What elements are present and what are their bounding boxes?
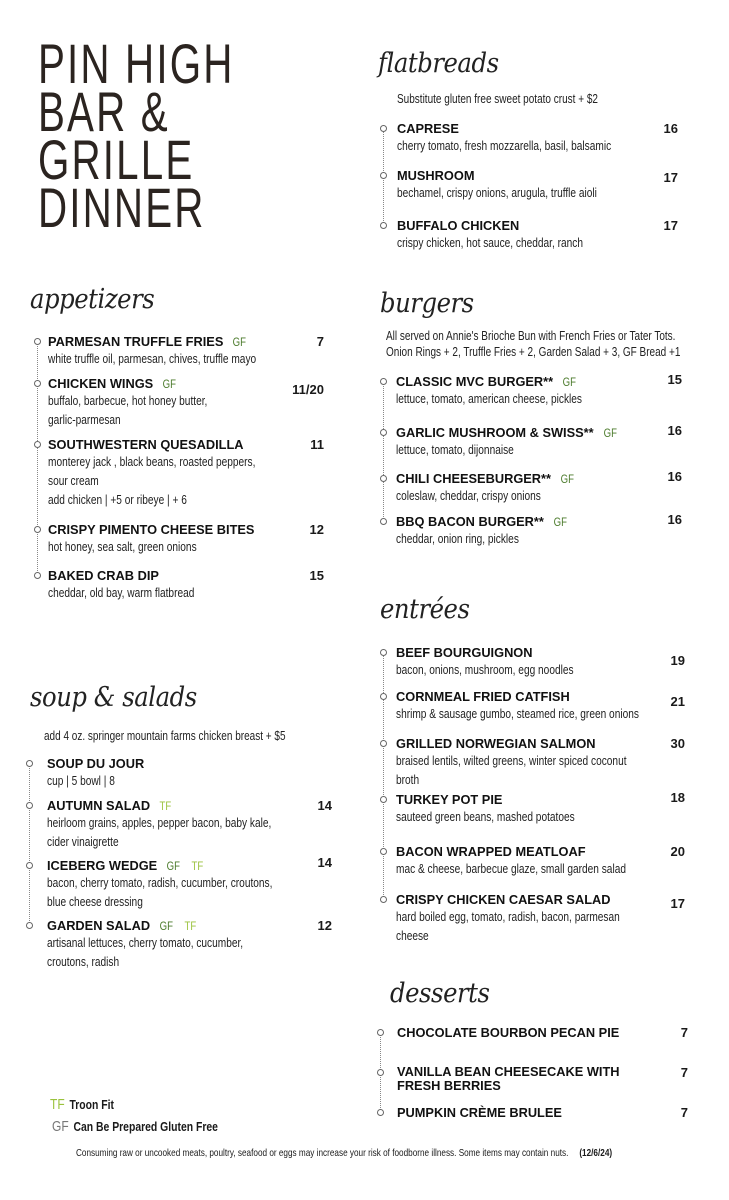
item-price: 18	[670, 790, 685, 805]
bullet-dot-icon	[380, 896, 387, 903]
item-name: CHOCOLATE BOURBON PECAN PIE	[397, 1025, 620, 1040]
menu-item	[47, 756, 144, 790]
bullet-dot-icon	[380, 740, 387, 747]
item-price: 16	[663, 121, 678, 136]
item-price: 7	[680, 1065, 688, 1080]
item-name: CORNMEAL FRIED CATFISH	[396, 689, 570, 704]
menu-item	[396, 425, 618, 459]
legend-label: Can Be Prepared Gluten Free	[73, 1119, 218, 1134]
item-description: hard boiled egg, tomato, radish, bacon, parmesan	[396, 909, 620, 924]
item-name: CLASSIC MVC BURGER** GF	[396, 374, 577, 389]
tf-icon: TF	[50, 1096, 65, 1113]
menu-item	[396, 374, 634, 408]
item-description: braised lentils, wilted greens, winter spiced coconut	[396, 753, 627, 768]
menu-item	[48, 568, 236, 602]
menu-item	[396, 471, 582, 505]
item-description: cider vinaigrette	[47, 834, 119, 849]
bullet-dot-icon	[34, 526, 41, 533]
item-price: 12	[317, 918, 332, 933]
item-price: 17	[670, 896, 685, 911]
item-description: bechamel, crispy onions, arugula, truffle aioli	[397, 185, 597, 200]
item-description: crispy chicken, hot sauce, cheddar, ranch	[397, 235, 584, 250]
item-name: CAPRESE	[397, 121, 459, 136]
item-description: croutons, radish	[47, 954, 120, 969]
bullet-dot-icon	[26, 802, 33, 809]
item-price: 14	[317, 855, 332, 870]
bullet-dot-icon	[26, 922, 33, 929]
menu-item	[397, 168, 653, 202]
item-price: 7	[680, 1025, 688, 1040]
item-description: bacon, cherry tomato, radish, cucumber, croutons,	[47, 875, 273, 890]
item-name: TURKEY POT PIE	[396, 792, 503, 807]
item-description: garlic-parmesan	[48, 412, 121, 427]
bullet-dot-icon	[377, 1069, 384, 1076]
item-name: ICEBERG WEDGE GF TF	[47, 858, 204, 873]
bullet-dot-icon	[34, 338, 41, 345]
item-description: heirloom grains, apples, pepper bacon, baby kale,	[47, 815, 272, 830]
title-line: PIN HIGH	[38, 32, 235, 95]
item-price: 16	[667, 469, 682, 484]
burgers-heading: burgers	[380, 288, 474, 319]
bullet-dot-icon	[380, 172, 387, 179]
bullet-dot-icon	[380, 475, 387, 482]
menu-item	[48, 522, 254, 556]
bullet-dot-icon	[34, 380, 41, 387]
item-description: monterey jack , black beans, roasted peppers,	[48, 454, 256, 469]
item-description: add chicken | +5 or ribeye | + 6	[48, 492, 187, 507]
soups-note: add 4 oz. springer mountain farms chicken breast + $5	[44, 729, 286, 743]
item-name: GRILLED NORWEGIAN SALMON	[396, 736, 596, 751]
bullet-dot-icon	[380, 649, 387, 656]
burgers-note-line: Onion Rings + 2, Truffle Fries + 2, Garden Salad + 3, GF Bread +1	[386, 345, 681, 359]
gf-badge: GF	[562, 375, 577, 389]
item-price: 7	[316, 334, 324, 349]
gf-badge: GF	[553, 515, 567, 529]
bullet-dot-icon	[380, 378, 387, 385]
item-description: blue cheese dressing	[47, 894, 143, 909]
item-name: PARMESAN TRUFFLE FRIES GF	[48, 334, 247, 349]
menu-date: (12/6/24)	[579, 1147, 613, 1159]
gf-icon: GF	[52, 1118, 69, 1135]
menu-title	[38, 32, 235, 239]
tf-badge: TF	[191, 859, 204, 873]
item-price: 15	[309, 568, 324, 583]
item-name: BUFFALO CHICKEN	[397, 218, 520, 233]
item-name: VANILLA BEAN CHEESECAKE WITH FRESH BERRIES	[397, 1064, 620, 1093]
item-price: 15	[667, 372, 682, 387]
item-description: white truffle oil, parmesan, chives, truffle mayo	[48, 351, 257, 366]
item-description: cheddar, old bay, warm flatbread	[48, 585, 195, 600]
menu-item	[48, 376, 252, 429]
item-description: broth	[396, 772, 420, 787]
menu-item	[396, 792, 625, 826]
timeline-rail	[383, 381, 384, 521]
title-line: DINNER	[38, 176, 206, 239]
item-description: buffalo, barbecue, hot honey butter,	[48, 393, 208, 408]
item-description: cup | 5 bowl | 8	[47, 773, 115, 788]
gf-badge: GF	[233, 335, 247, 349]
flatbreads-note: Substitute gluten free sweet potato crust + $2	[397, 92, 598, 106]
bullet-dot-icon	[377, 1109, 384, 1116]
item-description: artisanal lettuces, cherry tomato, cucumber,	[47, 935, 244, 950]
item-name: CRISPY PIMENTO CHEESE BITES	[48, 522, 255, 537]
gf-badge: GF	[166, 859, 181, 873]
item-price: 17	[663, 218, 678, 233]
bullet-dot-icon	[380, 222, 387, 229]
menu-item	[396, 645, 624, 679]
item-description: lettuce, tomato, dijonnaise	[396, 442, 514, 457]
item-price: 11	[310, 437, 324, 452]
disclaimer-text: Consuming raw or uncooked meats, poultry, seafood or eggs may increase your risk of foodborne illness. Some items may contain nuts.	[76, 1147, 569, 1159]
item-price: 30	[670, 736, 685, 751]
item-price: 16	[667, 512, 682, 527]
item-description: cheese	[396, 928, 429, 943]
item-description: lettuce, tomato, american cheese, pickles	[396, 391, 582, 406]
item-name: CRISPY CHICKEN CAESAR SALAD	[396, 892, 611, 907]
bullet-dot-icon	[380, 796, 387, 803]
menu-item	[47, 918, 298, 971]
item-name: SOUP DU JOUR	[47, 756, 145, 771]
tf-badge: TF	[184, 919, 196, 933]
bullet-dot-icon	[380, 429, 387, 436]
item-description: hot honey, sea salt, green onions	[48, 539, 197, 554]
legend-gluten-free	[52, 1118, 218, 1135]
title-line: GRILLE	[38, 128, 195, 191]
item-price: 19	[670, 653, 685, 668]
item-description: sauteed green beans, mashed potatoes	[396, 809, 575, 824]
timeline-rail	[29, 763, 30, 925]
item-description: bacon, onions, mushroom, egg noodles	[396, 662, 574, 677]
title-line: BAR &	[38, 80, 170, 143]
menu-item	[397, 1105, 562, 1120]
menu-item	[396, 514, 569, 548]
bullet-dot-icon	[377, 1029, 384, 1036]
bullet-dot-icon	[26, 862, 33, 869]
item-name: BEEF BOURGUIGNON	[396, 645, 533, 660]
menu-item	[397, 218, 635, 252]
item-price: 16	[667, 423, 682, 438]
item-price: 12	[309, 522, 324, 537]
footer-disclaimer	[76, 1147, 612, 1159]
item-name: GARLIC MUSHROOM & SWISS** GF	[396, 425, 617, 440]
item-price: 7	[680, 1105, 688, 1120]
item-name: BBQ BACON BURGER** GF	[396, 514, 567, 529]
appetizers-heading: appetizers	[30, 284, 155, 315]
item-name: PUMPKIN CRÈME BRULEE	[397, 1105, 562, 1120]
bullet-dot-icon	[380, 848, 387, 855]
item-price: 20	[670, 844, 685, 859]
flatbreads-heading: flatbreads	[378, 48, 499, 79]
bullet-dot-icon	[34, 441, 41, 448]
bullet-dot-icon	[380, 518, 387, 525]
menu-item	[397, 1065, 620, 1093]
item-name: AUTUMN SALAD TF	[47, 798, 172, 813]
item-description: coleslaw, cheddar, crispy onions	[396, 488, 541, 503]
item-price: 14	[317, 798, 332, 813]
item-price: 11/20	[292, 382, 324, 397]
item-name: CHICKEN WINGS GF	[48, 376, 177, 391]
menu-item	[397, 1025, 619, 1040]
timeline-rail	[37, 341, 38, 575]
item-name: BAKED CRAB DIP	[48, 568, 159, 583]
bullet-dot-icon	[26, 760, 33, 767]
gf-badge: GF	[162, 377, 177, 391]
item-price: 21	[670, 694, 685, 709]
item-price: 17	[663, 170, 678, 185]
legend-label: Troon Fit	[69, 1097, 114, 1112]
entrees-heading: entrées	[380, 594, 470, 625]
bullet-dot-icon	[380, 125, 387, 132]
item-description: shrimp & sausage gumbo, steamed rice, green onions	[396, 706, 639, 721]
legend-troon-fit	[50, 1096, 114, 1113]
item-description: cheddar, onion ring, pickles	[396, 531, 519, 546]
gf-badge: GF	[159, 919, 174, 933]
bullet-dot-icon	[380, 693, 387, 700]
item-name: CHILI CHEESEBURGER** GF	[396, 471, 575, 486]
item-description: sour cream	[48, 473, 99, 488]
item-description: mac & cheese, barbecue glaze, small garden salad	[396, 861, 626, 876]
item-name: SOUTHWESTERN QUESADILLA	[48, 437, 244, 452]
item-name: GARDEN SALAD GF TF	[47, 918, 196, 933]
timeline-rail	[383, 652, 384, 899]
item-name: BACON WRAPPED MEATLOAF	[396, 844, 586, 859]
bullet-dot-icon	[34, 572, 41, 579]
gf-badge: GF	[560, 472, 575, 486]
soups-heading: soup & salads	[30, 682, 197, 713]
gf-badge: GF	[603, 426, 617, 440]
tf-badge: TF	[159, 799, 172, 813]
burgers-note-line: All served on Annie's Brioche Bun with French Fries or Tater Tots.	[386, 329, 676, 343]
item-name: MUSHROOM	[397, 168, 475, 183]
desserts-heading: desserts	[390, 978, 490, 1009]
item-description: cherry tomato, fresh mozzarella, basil, balsamic	[397, 138, 612, 153]
